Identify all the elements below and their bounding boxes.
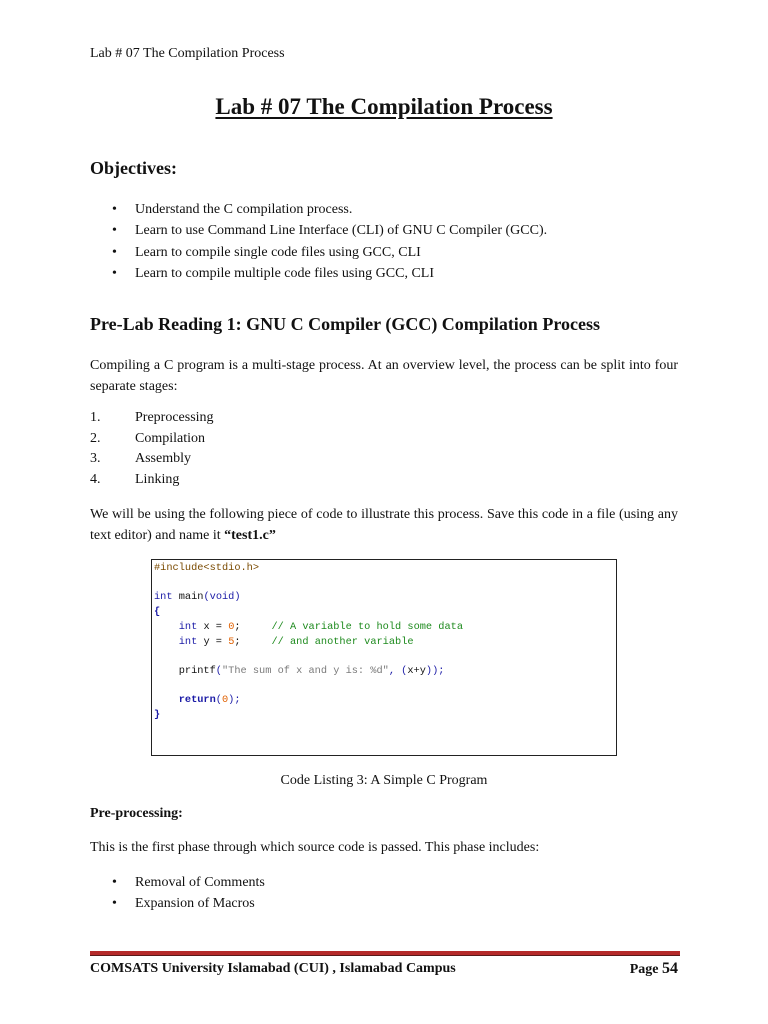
stage-label: Compilation xyxy=(135,430,205,446)
code-brace: { xyxy=(154,606,161,619)
page-title xyxy=(0,94,768,120)
stage-label: Preprocessing xyxy=(135,410,214,425)
code-block: #include<stdio.h> int main(void) { int x = 0; // A variable to hold some data int y = 5; // and another variable printf("The sum of x and y is: %d", (x+y)); return(0); } xyxy=(154,562,464,722)
page-number xyxy=(630,960,678,978)
code-keyword: int xyxy=(154,591,173,604)
code-listing xyxy=(151,559,617,756)
code-ident: main xyxy=(178,591,204,604)
running-header: Lab # 07 The Compilation Process xyxy=(90,46,285,61)
file-name: “test1.c” xyxy=(224,528,276,543)
code-keyword: int xyxy=(178,620,198,633)
code-caption: Code Listing 3: A Simple C Program xyxy=(280,773,488,788)
list-item: • Learn to compile single code files using GCC, CLI xyxy=(112,242,547,263)
code-ident: printf xyxy=(178,664,216,677)
code-string: "The sum of x and y is: %d" xyxy=(221,664,389,677)
prelab-intro: Compiling a C program is a multi-stage process. At an overview level, the process can be split into four separate stages: xyxy=(90,358,678,394)
page-label: Page xyxy=(629,962,659,977)
list-item xyxy=(90,429,214,450)
code-ident: x = xyxy=(203,620,222,633)
list-item: • Learn to use Command Line Interface (CLI) of GNU C Compiler (GCC). xyxy=(112,220,547,241)
page-number-value: 54 xyxy=(662,960,678,977)
preprocessing-heading: Pre-processing: xyxy=(90,806,183,821)
stages-list xyxy=(90,408,214,491)
list-item: • Expansion of Macros xyxy=(112,893,265,914)
code-keyword: return xyxy=(178,694,216,707)
code-intro xyxy=(90,504,678,546)
code-brace: } xyxy=(154,709,161,722)
code-number: 0 xyxy=(228,620,235,633)
list-number: 3. xyxy=(90,451,101,467)
footer-rule xyxy=(90,951,680,956)
code-ident: y = xyxy=(203,635,222,648)
stage-label: Linking xyxy=(135,472,180,488)
prelab-heading: Pre-Lab Reading 1: GNU C Compiler (GCC) Compilation Process xyxy=(90,314,600,334)
preprocessing-list xyxy=(112,872,265,915)
list-item: • Removal of Comments xyxy=(112,872,265,893)
code-include: #include<stdio.h> xyxy=(154,562,260,574)
code-intro-text: We will be using the following piece of code to illustrate this process. Save this code in a file (using any text editor) and name it xyxy=(90,507,678,543)
code-comment: // A variable to hold some data xyxy=(271,620,464,633)
code-keyword: void xyxy=(209,591,235,604)
code-number: 5 xyxy=(228,635,235,648)
list-item xyxy=(90,470,214,491)
preprocessing-intro: This is the first phase through which source code is passed. This phase includes: xyxy=(90,840,540,855)
code-ident: x+y xyxy=(407,664,426,677)
page-title-text: Lab # 07 The Compilation Process xyxy=(215,94,553,119)
objectives-list xyxy=(112,199,547,284)
list-item: • Understand the C compilation process. xyxy=(112,199,547,220)
code-number: 0 xyxy=(221,694,229,707)
list-number: 1. xyxy=(90,410,101,425)
stage-label: Assembly xyxy=(135,451,191,467)
list-item xyxy=(90,449,214,470)
list-number: 2. xyxy=(90,430,101,446)
code-keyword: int xyxy=(178,635,198,648)
objectives-heading: Objectives: xyxy=(90,158,177,178)
code-comment: // and another variable xyxy=(271,635,414,648)
list-item: • Learn to compile multiple code files using GCC, CLI xyxy=(112,263,547,284)
footer-institution: COMSATS University Islamabad (CUI) , Islamabad Campus xyxy=(90,961,456,976)
list-item xyxy=(90,408,214,429)
list-number: 4. xyxy=(90,472,101,488)
